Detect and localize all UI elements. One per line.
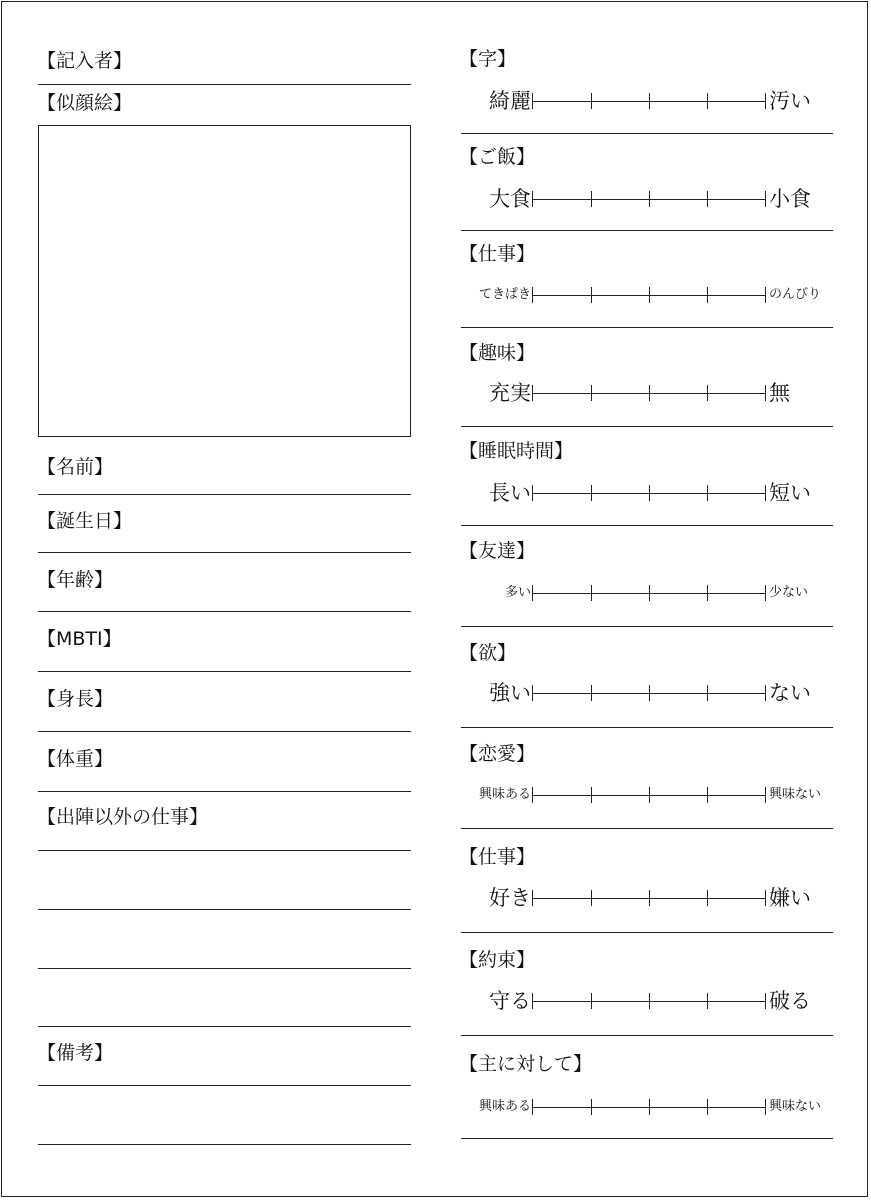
scale-tick-5[interactable] — [765, 287, 766, 303]
height-line[interactable] — [38, 731, 411, 732]
name-line[interactable] — [38, 494, 411, 495]
age-line[interactable] — [38, 611, 411, 612]
scale-tick-2[interactable] — [591, 191, 592, 207]
rating-scale[interactable] — [460, 86, 835, 116]
scale-tick-2[interactable] — [591, 287, 592, 303]
scale-tick-1[interactable] — [532, 1099, 533, 1115]
scale-title: 【趣味】 — [459, 342, 536, 364]
work-line[interactable] — [38, 968, 411, 969]
scale-tick-1[interactable] — [532, 685, 533, 701]
scale-left-label: 興味ある — [478, 1099, 531, 1114]
scale-left-label: 綺麗 — [489, 89, 531, 113]
scale-left-label: 好き — [489, 886, 531, 910]
scale-tick-3[interactable] — [649, 485, 650, 501]
scale-divider — [461, 426, 833, 427]
scale-tick-3[interactable] — [649, 685, 650, 701]
scale-divider — [461, 932, 833, 933]
scale-divider — [461, 525, 833, 526]
scale-tick-2[interactable] — [591, 685, 592, 701]
scale-tick-3[interactable] — [649, 585, 650, 601]
scale-right-label: 無 — [769, 381, 790, 405]
scale-tick-4[interactable] — [707, 890, 708, 906]
rating-scale[interactable] — [460, 883, 835, 913]
scale-left-label: てきぱき — [478, 287, 531, 302]
scale-divider — [461, 1035, 833, 1036]
scale-tick-2[interactable] — [591, 993, 592, 1009]
weight-line[interactable] — [38, 791, 411, 792]
rating-scale[interactable] — [460, 578, 835, 608]
scale-tick-4[interactable] — [707, 385, 708, 401]
scale-tick-4[interactable] — [707, 585, 708, 601]
scale-tick-5[interactable] — [765, 191, 766, 207]
portrait-label: 【似顔絵】 — [37, 92, 133, 114]
scale-tick-5[interactable] — [765, 585, 766, 601]
scale-title: 【約束】 — [459, 949, 536, 971]
scale-tick-4[interactable] — [707, 787, 708, 803]
scale-right-label: 汚い — [769, 89, 811, 113]
birthday-label: 【誕生日】 — [37, 510, 133, 532]
scale-tick-4[interactable] — [707, 287, 708, 303]
scale-right-label: 短い — [769, 481, 811, 505]
scale-tick-4[interactable] — [707, 485, 708, 501]
scale-tick-4[interactable] — [707, 1099, 708, 1115]
scale-tick-1[interactable] — [532, 287, 533, 303]
scale-tick-1[interactable] — [532, 890, 533, 906]
scale-left-label: 長い — [489, 481, 531, 505]
scale-divider — [461, 327, 833, 328]
scale-title: 【主に対して】 — [459, 1053, 593, 1075]
scale-tick-5[interactable] — [765, 890, 766, 906]
scale-tick-1[interactable] — [532, 585, 533, 601]
scale-tick-2[interactable] — [591, 485, 592, 501]
scale-title: 【友達】 — [459, 540, 536, 562]
scale-divider — [461, 230, 833, 231]
scale-left-label: 興味ある — [478, 787, 531, 802]
rating-scale[interactable] — [460, 1092, 835, 1122]
scale-divider — [461, 828, 833, 829]
height-label: 【身長】 — [37, 688, 114, 710]
scale-tick-3[interactable] — [649, 191, 650, 207]
writer-label: 【記入者】 — [37, 50, 133, 72]
rating-scale[interactable] — [460, 378, 835, 408]
rating-scale[interactable] — [460, 280, 835, 310]
work-line[interactable] — [38, 909, 411, 910]
scale-divider — [461, 1138, 833, 1139]
notes-line[interactable] — [38, 1085, 411, 1086]
scale-tick-5[interactable] — [765, 93, 766, 109]
scale-tick-1[interactable] — [532, 993, 533, 1009]
notes-line[interactable] — [38, 1144, 411, 1145]
scale-tick-1[interactable] — [532, 787, 533, 803]
scale-tick-3[interactable] — [649, 787, 650, 803]
scale-tick-2[interactable] — [591, 385, 592, 401]
rating-scale[interactable] — [460, 986, 835, 1016]
rating-scale[interactable] — [460, 478, 835, 508]
mbti-line[interactable] — [38, 671, 411, 672]
scale-divider — [461, 133, 833, 134]
scale-tick-4[interactable] — [707, 191, 708, 207]
scale-title: 【欲】 — [459, 642, 517, 664]
scale-title: 【仕事】 — [459, 243, 536, 265]
scale-right-label: 興味ない — [769, 787, 822, 802]
writer-line[interactable] — [38, 84, 411, 85]
scale-tick-3[interactable] — [649, 287, 650, 303]
scale-tick-5[interactable] — [765, 787, 766, 803]
scale-right-label: のんびり — [769, 287, 822, 302]
scale-tick-1[interactable] — [532, 191, 533, 207]
portrait-box[interactable] — [38, 125, 411, 437]
scale-left-label: 守る — [489, 989, 531, 1013]
work-line[interactable] — [38, 850, 411, 851]
scale-tick-5[interactable] — [765, 485, 766, 501]
scale-tick-2[interactable] — [591, 787, 592, 803]
scale-tick-3[interactable] — [649, 890, 650, 906]
scale-divider — [461, 626, 833, 627]
mbti-label: 【MBTI】 — [37, 628, 122, 650]
scale-title: 【ご飯】 — [459, 146, 536, 168]
name-label: 【名前】 — [37, 456, 114, 478]
scale-left-label: 大食 — [489, 187, 531, 211]
scale-tick-4[interactable] — [707, 685, 708, 701]
scale-tick-5[interactable] — [765, 993, 766, 1009]
scale-tick-5[interactable] — [765, 685, 766, 701]
work-label: 【出陣以外の仕事】 — [37, 806, 209, 828]
scale-title: 【仕事】 — [459, 846, 536, 868]
scale-tick-2[interactable] — [591, 890, 592, 906]
scale-tick-2[interactable] — [591, 1099, 592, 1115]
scale-right-label: 小食 — [769, 187, 811, 211]
work-line[interactable] — [38, 1026, 411, 1027]
scale-left-label: 多い — [504, 585, 531, 600]
scale-tick-2[interactable] — [591, 585, 592, 601]
scale-tick-3[interactable] — [649, 385, 650, 401]
weight-label: 【体重】 — [37, 748, 114, 770]
scale-left-label: 充実 — [489, 381, 531, 405]
scale-tick-1[interactable] — [532, 485, 533, 501]
scale-divider — [461, 727, 833, 728]
scale-right-label: 興味ない — [769, 1099, 822, 1114]
scale-tick-1[interactable] — [532, 93, 533, 109]
scale-tick-5[interactable] — [765, 1099, 766, 1115]
scale-tick-4[interactable] — [707, 93, 708, 109]
age-label: 【年齢】 — [37, 569, 114, 591]
rating-scale[interactable] — [460, 678, 835, 708]
scale-right-label: 少ない — [769, 585, 809, 600]
scale-right-label: 嫌い — [769, 886, 811, 910]
scale-tick-3[interactable] — [649, 93, 650, 109]
scale-title: 【恋愛】 — [459, 743, 536, 765]
scale-tick-5[interactable] — [765, 385, 766, 401]
scale-tick-1[interactable] — [532, 385, 533, 401]
scale-right-label: ない — [769, 681, 811, 705]
birthday-line[interactable] — [38, 552, 411, 553]
scale-tick-3[interactable] — [649, 1099, 650, 1115]
rating-scale[interactable] — [460, 184, 835, 214]
scale-tick-3[interactable] — [649, 993, 650, 1009]
rating-scale[interactable] — [460, 780, 835, 810]
scale-tick-2[interactable] — [591, 93, 592, 109]
scale-title: 【睡眠時間】 — [459, 440, 574, 462]
scale-tick-4[interactable] — [707, 993, 708, 1009]
scale-left-label: 強い — [489, 681, 531, 705]
scale-right-label: 破る — [769, 989, 811, 1013]
notes-label: 【備考】 — [37, 1042, 114, 1064]
scale-title: 【字】 — [459, 48, 517, 70]
